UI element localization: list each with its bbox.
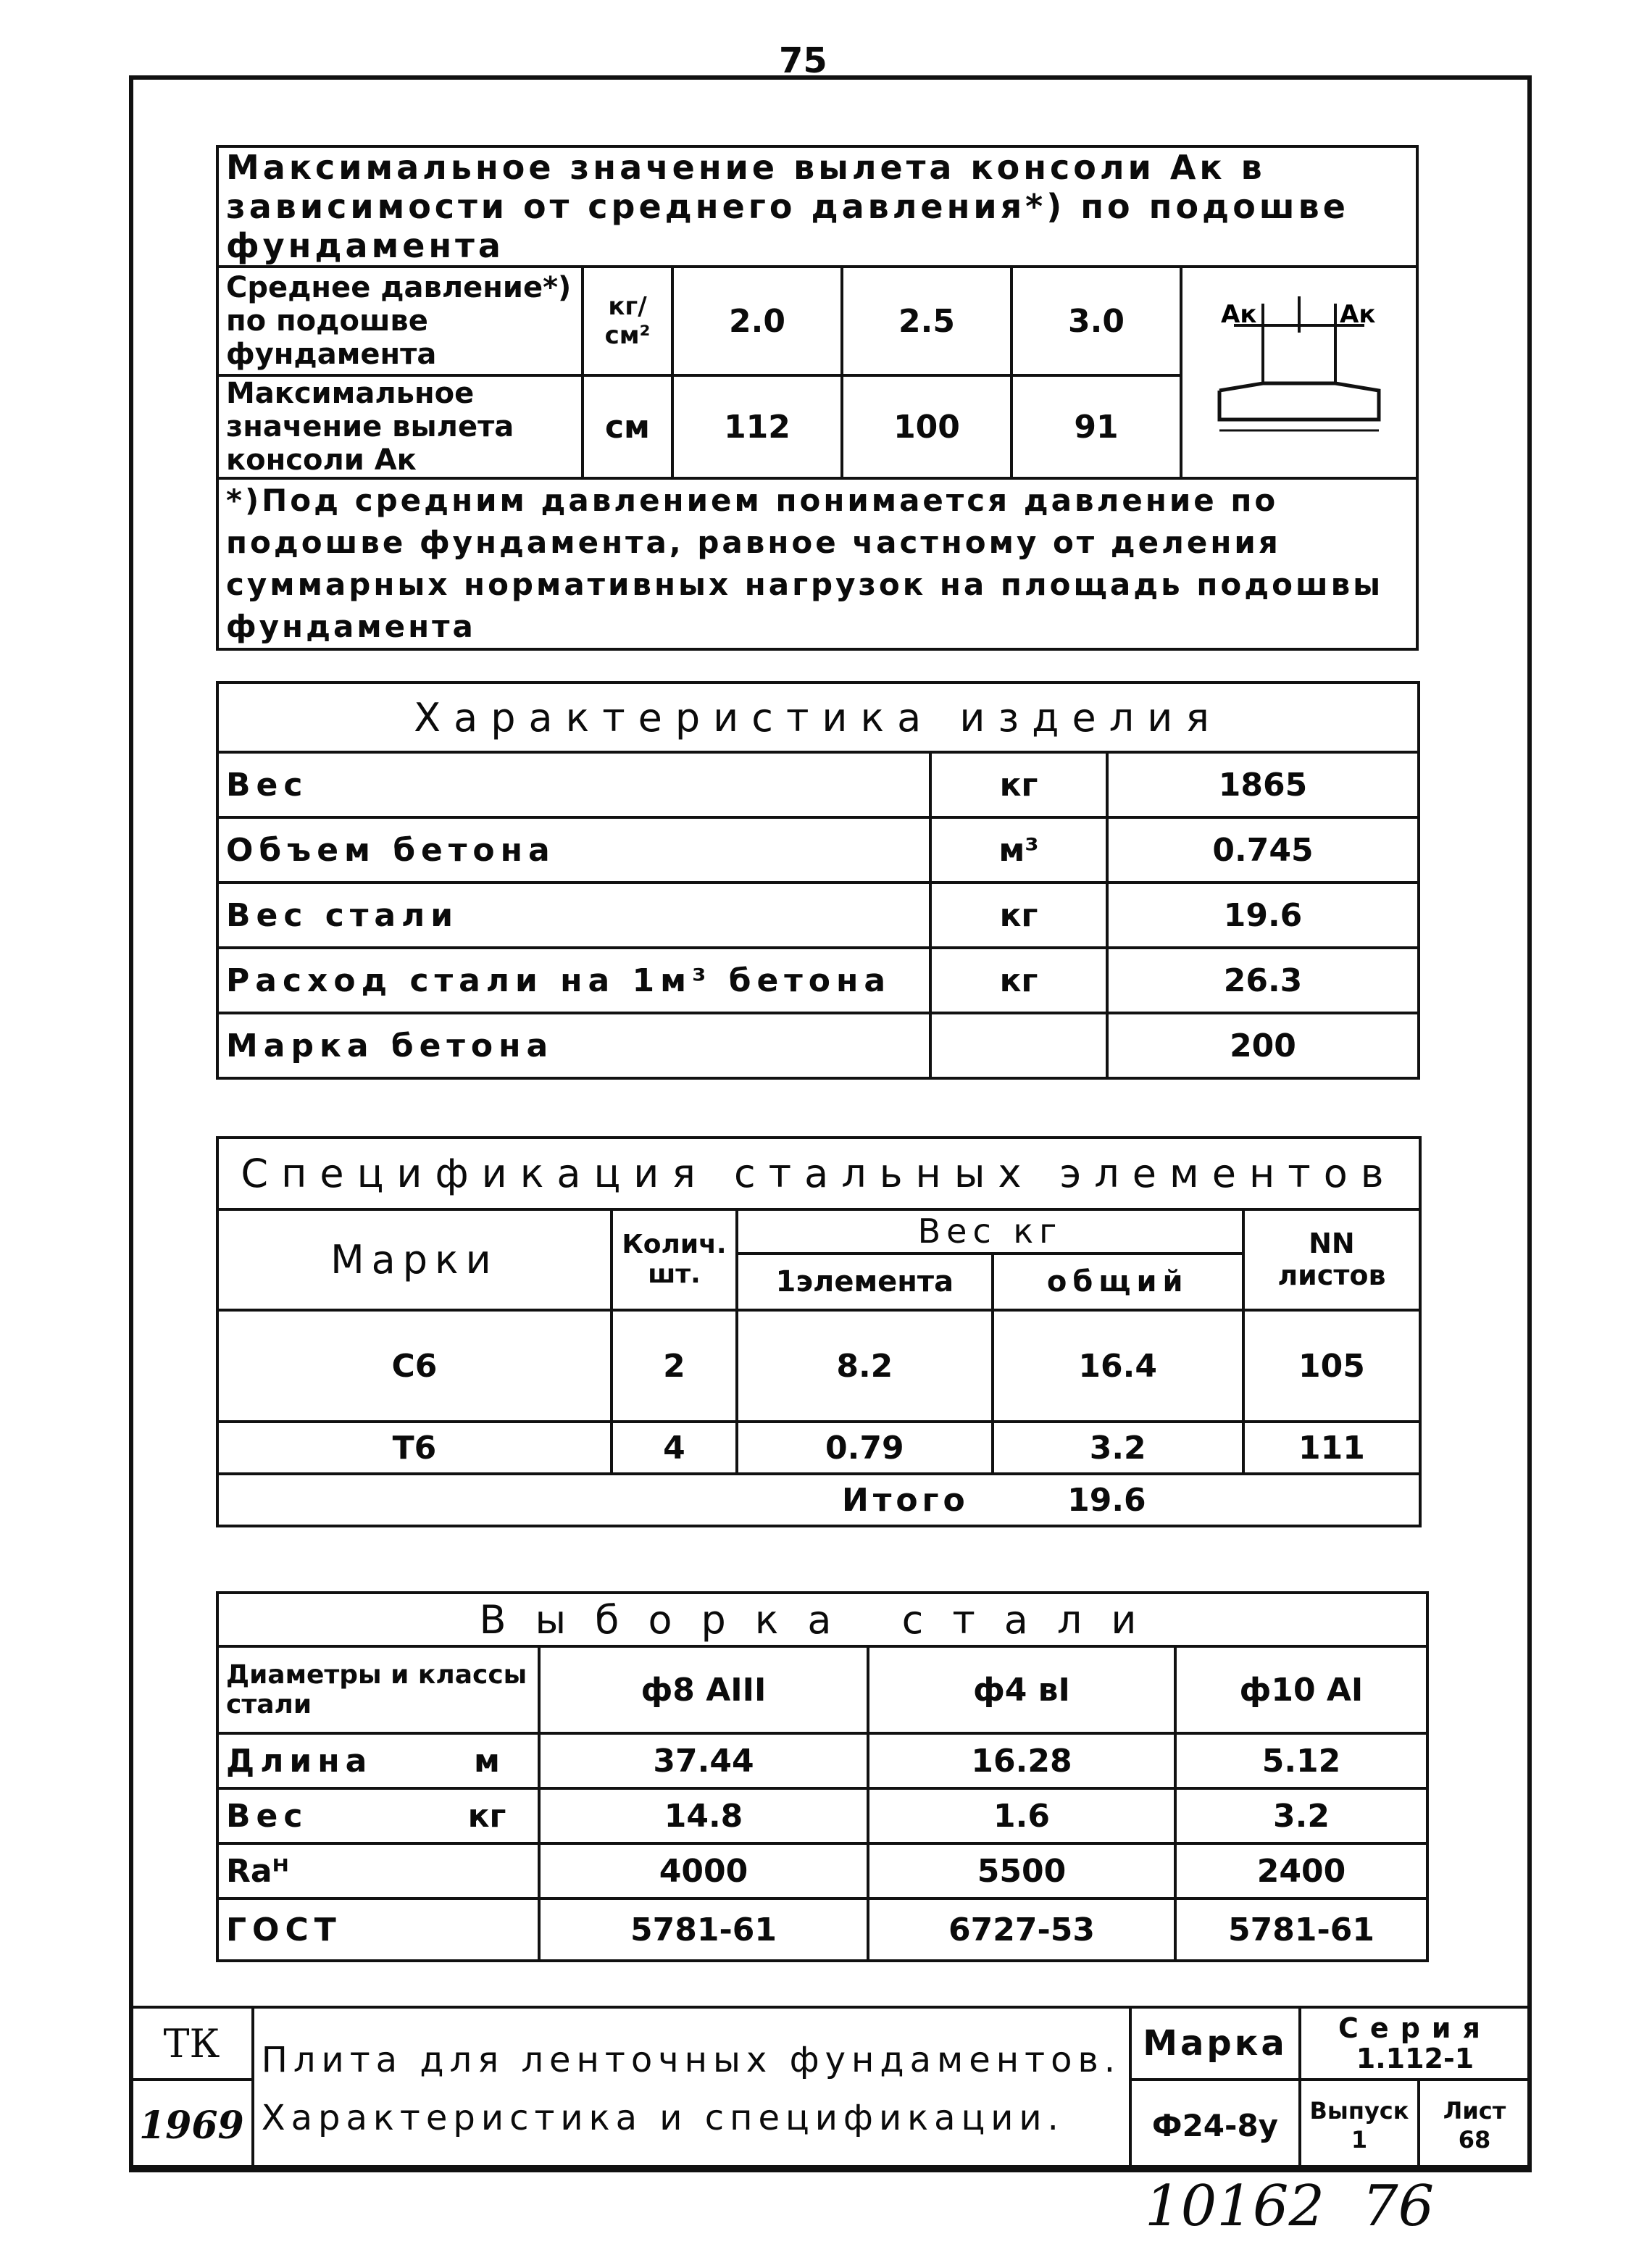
cantilever-table: [216, 145, 1419, 651]
product-table: [216, 681, 1420, 1080]
product-row-unit: м³: [930, 817, 1107, 883]
cantilever-unit: см: [583, 375, 672, 478]
stamp-title: [253, 2007, 1130, 2171]
spec-row-mark: Т6: [217, 1422, 612, 1474]
product-row-unit: кг: [930, 752, 1107, 817]
product-row-label: Вес стали: [217, 883, 930, 948]
stamp-series: [1300, 2007, 1530, 2080]
spec-row-qty: 2: [612, 1310, 737, 1422]
product-title: Характеристика изделия: [217, 683, 1419, 752]
pressure-label: Среднее давление*) по подошве фундамента: [217, 267, 583, 375]
foundation-section-diagram: [1190, 275, 1408, 463]
stamp-mark-value: Ф24-8у: [1130, 2080, 1300, 2171]
handwritten-page: 76: [1362, 2174, 1435, 2239]
steel-col: ф8 АIII: [539, 1646, 868, 1733]
handwritten-number: 10162: [1145, 2174, 1325, 2239]
page-number: 75: [779, 41, 827, 81]
steel-col: ф10 АI: [1175, 1646, 1427, 1733]
steel-row-value: 5781-61: [1175, 1898, 1427, 1961]
stamp-mark-label: Марка: [1130, 2007, 1300, 2080]
cantilever-value: 91: [1011, 375, 1181, 478]
steel-title: Выборка стали: [217, 1593, 1427, 1646]
product-row-label: Расход стали на 1м³ бетона: [217, 948, 930, 1013]
stamp-title-line1: Плита для ленточных фундаментов.: [261, 2040, 1121, 2080]
steel-row-unit: м: [436, 1733, 539, 1788]
steel-row-value: 5500: [868, 1843, 1175, 1898]
spec-row-sheet: 105: [1243, 1310, 1420, 1422]
steel-row-value: 4000: [539, 1843, 868, 1898]
steel-row-value: 16.28: [868, 1733, 1175, 1788]
steel-row-unit: [436, 1843, 539, 1898]
spec-col-weight-total: общий: [993, 1254, 1243, 1310]
stamp-issue: [1300, 2080, 1419, 2171]
spec-row-total: 16.4: [993, 1310, 1243, 1422]
steel-row-unit: [436, 1898, 539, 1961]
spec-col-weight-one: 1элемента: [737, 1254, 992, 1310]
pressure-value: 2.0: [672, 267, 842, 375]
stamp-sheet: [1419, 2080, 1530, 2171]
product-row-label: Марка бетона: [217, 1013, 930, 1078]
spec-col-weight: Вес кг: [737, 1209, 1243, 1254]
cantilever-label: Максимальное значение вылета консоли Ак: [217, 375, 583, 478]
steel-row-label: Raᴴ: [217, 1843, 436, 1898]
steel-row-value: 14.8: [539, 1788, 868, 1843]
product-row-unit: [930, 1013, 1107, 1078]
product-row-label: Вес: [217, 752, 930, 817]
spec-row-total: 3.2: [993, 1422, 1243, 1474]
steel-row-value: 5781-61: [539, 1898, 868, 1961]
steel-row-value: 6727-53: [868, 1898, 1175, 1961]
spec-table: [216, 1136, 1422, 1527]
stamp-series-label: Серия: [1338, 2012, 1492, 2044]
spec-col-sheets: NN листов: [1243, 1209, 1420, 1311]
stamp-series-value: 1.112-1: [1356, 2043, 1474, 2075]
steel-row-label: Длина: [217, 1733, 436, 1788]
spec-col-qty: Колич. шт.: [612, 1209, 737, 1311]
pressure-unit: кг/см²: [583, 267, 672, 375]
spec-row-sheet: 111: [1243, 1422, 1420, 1474]
cantilever-value: 112: [672, 375, 842, 478]
spec-total-label: Итого: [842, 1481, 969, 1519]
product-row-value: 26.3: [1107, 948, 1419, 1013]
steel-row-value: 37.44: [539, 1733, 868, 1788]
diagram-label-right: Ак: [1340, 299, 1376, 329]
product-row-label: Объем бетона: [217, 817, 930, 883]
spec-row-one: 8.2: [737, 1310, 992, 1422]
stamp-sheet-label: Лист: [1443, 2097, 1506, 2125]
product-row-unit: кг: [930, 883, 1107, 948]
spec-row-qty: 4: [612, 1422, 737, 1474]
product-row-value: 19.6: [1107, 883, 1419, 948]
steel-header-label: Диаметры и классы стали: [217, 1646, 539, 1733]
cantilever-value: 100: [842, 375, 1011, 478]
steel-row-label: ГОСТ: [217, 1898, 436, 1961]
steel-col: ф4 вI: [868, 1646, 1175, 1733]
stamp-year: 1969: [130, 2080, 253, 2171]
steel-row-unit: кг: [436, 1788, 539, 1843]
stamp-issue-value: 1: [1351, 2126, 1368, 2154]
title-block: [129, 2006, 1532, 2172]
steel-table: [216, 1591, 1429, 1962]
stamp-title-line2: Характеристика и спецификации.: [261, 2098, 1064, 2138]
steel-row-value: 3.2: [1175, 1788, 1427, 1843]
pressure-value: 3.0: [1011, 267, 1181, 375]
steel-row-value: 1.6: [868, 1788, 1175, 1843]
steel-row-value: 5.12: [1175, 1733, 1427, 1788]
product-row-value: 1865: [1107, 752, 1419, 817]
steel-row-label: Вес: [217, 1788, 436, 1843]
section-diagram-cell: [1181, 267, 1417, 478]
stamp-org: ТК: [130, 2007, 253, 2080]
cantilever-footnote: *)Под средним давлением понимается давление по подошве фундамента, равное частному от деления суммарных нормативных нагрузок на площадь подошвы фундамента: [217, 478, 1417, 649]
spec-row-mark: С6: [217, 1310, 612, 1422]
spec-total-row: [217, 1474, 1420, 1526]
spec-title: Спецификация стальных элементов: [217, 1138, 1420, 1209]
product-row-unit: кг: [930, 948, 1107, 1013]
stamp-issue-label: Выпуск: [1309, 2097, 1409, 2125]
stamp-sheet-value: 68: [1458, 2126, 1491, 2154]
product-row-value: 200: [1107, 1013, 1419, 1078]
steel-row-value: 2400: [1175, 1843, 1427, 1898]
cantilever-title: Максимальное значение вылета консоли Ак в зависимости от среднего давления*) по подошве фундамента: [217, 146, 1417, 267]
pressure-value: 2.5: [842, 267, 1011, 375]
spec-row-one: 0.79: [737, 1422, 992, 1474]
diagram-label-left: Ак: [1221, 299, 1257, 329]
spec-total-value: 19.6: [1067, 1481, 1146, 1519]
spec-col-marks: Марки: [217, 1209, 612, 1311]
product-row-value: 0.745: [1107, 817, 1419, 883]
